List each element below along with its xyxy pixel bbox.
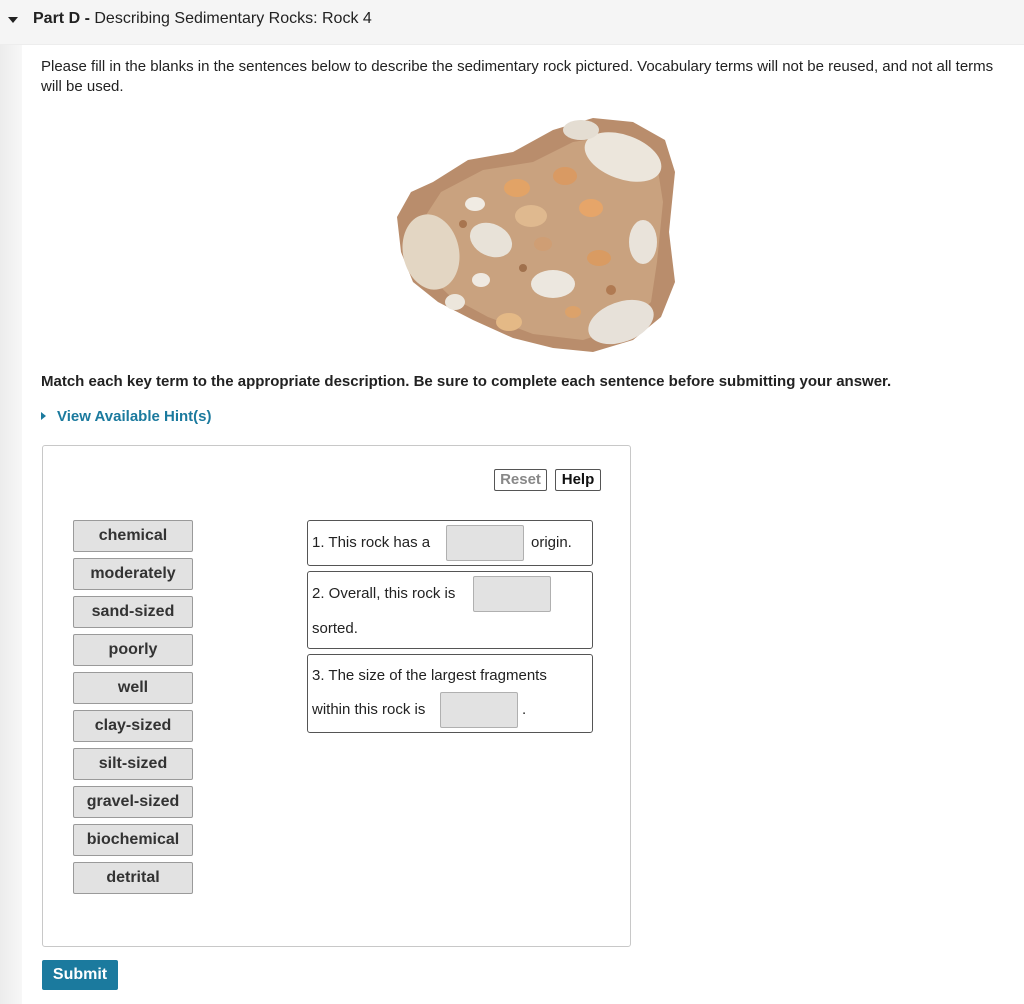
sentence-3-before: within this rock is bbox=[312, 701, 426, 718]
sentence-2-before: 2. Overall, this rock is bbox=[312, 585, 456, 602]
part-title-text: Describing Sedimentary Rocks: Rock 4 bbox=[94, 10, 372, 27]
part-title bbox=[33, 10, 372, 28]
term-moderately[interactable]: moderately bbox=[73, 558, 193, 590]
sentence-1 bbox=[307, 520, 593, 566]
drop-target-1[interactable] bbox=[446, 525, 524, 561]
sentence-1-before: 1. This rock has a bbox=[312, 534, 431, 551]
sentence-2 bbox=[307, 571, 593, 649]
sentence-2-after: sorted. bbox=[312, 620, 358, 637]
expand-arrow-icon bbox=[41, 412, 46, 420]
term-gravel-sized[interactable]: gravel-sized bbox=[73, 786, 193, 818]
sentence-1-after: origin. bbox=[531, 534, 572, 551]
sentence-3 bbox=[307, 654, 593, 733]
instructions: Please fill in the blanks in the sentences below to describe the sedimentary rock pictured. Vocabulary terms will not be reused, and not all terms will be used. bbox=[41, 58, 994, 95]
term-detrital[interactable]: detrital bbox=[73, 862, 193, 894]
term-chemical[interactable]: chemical bbox=[73, 520, 193, 552]
rock-image bbox=[393, 112, 677, 358]
term-well[interactable]: well bbox=[73, 672, 193, 704]
view-hints-label: View Available Hint(s) bbox=[57, 408, 212, 425]
part-label: Part D - bbox=[33, 10, 90, 27]
match-instructions: Match each key term to the appropriate description. Be sure to complete each sentence before submitting your answer. bbox=[41, 373, 892, 390]
term-silt-sized[interactable]: silt-sized bbox=[73, 748, 193, 780]
term-biochemical[interactable]: biochemical bbox=[73, 824, 193, 856]
term-sand-sized[interactable]: sand-sized bbox=[73, 596, 193, 628]
help-button[interactable]: Help bbox=[555, 469, 601, 491]
drop-target-3[interactable] bbox=[440, 692, 518, 728]
collapse-caret-icon[interactable] bbox=[8, 17, 18, 23]
term-clay-sized[interactable]: clay-sized bbox=[73, 710, 193, 742]
reset-button[interactable]: Reset bbox=[494, 469, 547, 491]
left-gutter bbox=[0, 0, 22, 1004]
term-poorly[interactable]: poorly bbox=[73, 634, 193, 666]
drag-drop-workspace bbox=[42, 445, 631, 947]
view-hints-link[interactable] bbox=[41, 408, 212, 425]
part-header bbox=[0, 0, 1024, 45]
submit-button[interactable]: Submit bbox=[42, 960, 118, 990]
drop-target-2[interactable] bbox=[473, 576, 551, 612]
sentence-3-line1: 3. The size of the largest fragments bbox=[312, 667, 547, 684]
sentence-3-after: . bbox=[522, 701, 527, 718]
